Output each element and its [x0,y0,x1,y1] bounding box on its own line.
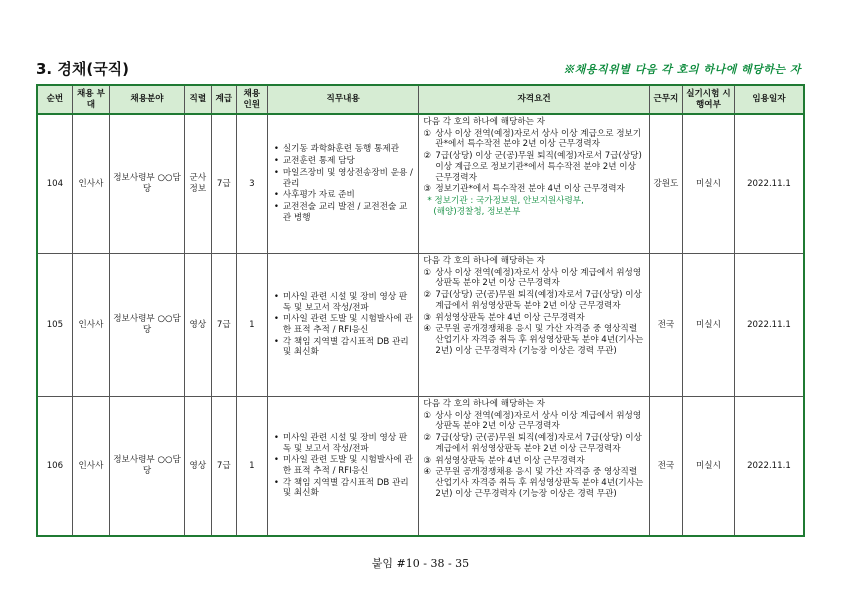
requirement-item [423,467,644,499]
row-field: 정보사령부 ○○담당 [110,397,185,537]
requirement-number: ② [423,290,432,301]
requirement-item [423,151,644,183]
row-appointment-date: 2022.11.1 [734,114,804,254]
row-practical-exam: 미실시 [683,114,735,254]
requirements-intro: 다음 각 호의 하나에 해당하는 자 [423,256,545,266]
table-row [37,254,804,397]
duty-list [274,292,415,358]
duty-item: • 교전훈련 통제 담당 [274,156,415,167]
row-practical-exam: 미실시 [683,254,735,397]
header-practical-exam: 실기시험 시행여부 [683,85,735,114]
requirements-note: * 정보기관 : 국가정보원, 안보지원사령부, [427,196,584,207]
duty-list [274,433,415,499]
requirement-item [423,433,644,454]
row-number: 105 [37,254,72,397]
row-location: 강원도 [649,114,682,254]
requirement-item [423,324,644,356]
requirement-item [423,268,644,289]
header-unit: 채용 부대 [72,85,109,114]
duty-item: • 사후평가 자료 준비 [274,190,415,201]
requirement-text: 군무원 공개경쟁채용 응시 및 가산 자격증 중 영상직렬 산업기사 자격증 취득 후 위성영상판독 분야 4년(기사는 2년) 이상 근무경력자 (기능장 이상은 경력 무관) [435,467,644,499]
requirement-item [423,411,644,432]
duty-item: • 미사일 관련 시설 및 장비 영상 판독 및 보고서 작성/전파 [274,292,415,313]
duty-list [274,144,415,223]
requirement-text: 상사 이상 전역(예정)자로서 상사 이상 계급으로 정보기관*에서 특수작전 분야 2년 이상 근무경력자 [435,128,642,150]
table-header-row [37,85,804,114]
row-appointment-date: 2022.11.1 [734,397,804,537]
row-number: 104 [37,114,72,254]
requirement-item [423,313,644,324]
requirements-intro: 다음 각 호의 하나에 해당하는 자 [423,117,545,127]
duty-item: • 실기동 과학화훈련 동행 통제관 [274,144,415,155]
row-unit: 인사사 [72,254,109,397]
header-series: 직렬 [184,85,211,114]
row-location: 전국 [649,254,682,397]
row-duties [267,397,419,537]
recruitment-table [36,84,805,537]
row-count: 1 [236,254,267,397]
duty-item: • 교전전술 교리 발전 / 교전전술 교관 병행 [274,202,415,223]
requirement-number: ③ [423,312,432,323]
duty-item: • 각 책임 지역별 감시표적 DB 관리 및 최신화 [274,478,415,499]
header-duties: 직무내용 [267,85,419,114]
requirement-number: ② [423,151,432,162]
requirement-item [423,184,644,195]
requirement-number: ④ [423,467,432,478]
requirement-text: 7급(상당) 이상 군(공)무원 퇴직(예정)자로서 7급(상당) 이상 계급으로 정보기관*에서 특수작전 분야 2년 이상 근무경력자 [435,151,642,183]
duty-item: • 미사일 관련 도발 및 시험발사에 관한 표적 추적 / RFI응신 [274,314,415,335]
header-appointment-date: 임용일자 [734,85,804,114]
row-count: 3 [236,114,267,254]
header-location: 근무지 [649,85,682,114]
row-requirements [419,114,649,254]
requirement-text: 위성영상판독 분야 4년 이상 근무경력자 [435,455,585,466]
requirement-text: 군무원 공개경쟁채용 응시 및 가산 자격증 중 영상직렬 산업기사 자격증 취득 후 위성영상판독 분야 4년(기사는 2년) 이상 근무경력자 (기능장 이상은 경력 무관) [435,324,644,356]
duty-item: • 각 책임 지역별 감시표적 DB 관리 및 최신화 [274,337,415,358]
row-requirements [419,254,649,397]
requirement-number: ① [423,267,432,278]
requirement-number: ① [423,128,432,139]
row-field: 정보사령부 ○○담당 [110,254,185,397]
requirement-item [423,456,644,467]
row-grade: 7급 [211,254,236,397]
requirement-number: ③ [423,455,432,466]
header-no: 순번 [37,85,72,114]
requirement-number: ② [423,433,432,444]
requirements-intro: 다음 각 호의 하나에 해당하는 자 [423,399,545,409]
requirements-list [423,411,644,500]
requirements-note-continued: (해양)경찰청, 정보본부 [433,206,521,217]
duty-item: • 마일즈장비 및 영상전송장비 운용 / 관리 [274,168,415,189]
requirement-text: 상사 이상 전역(예정)자로서 상사 이상 계급에서 위성영상판독 분야 2년 이상 근무경력자 [435,267,642,289]
duty-item: • 미사일 관련 도발 및 시험발사에 관한 표적 추적 / RFI응신 [274,455,415,476]
row-series: 군사정보 [184,114,211,254]
requirement-number: ③ [423,184,432,195]
header-requirements: 자격요건 [419,85,649,114]
requirement-text: 상사 이상 전역(예정)자로서 상사 이상 계급에서 위성영상판독 분야 2년 이상 근무경력자 [435,410,642,432]
row-number: 106 [37,397,72,537]
requirement-text: 7급(상당) 군(공)무원 퇴직(예정)자로서 7급(상당) 이상 계급에서 위성영상판독 분야 2년 이상 근무경력자 [435,290,642,311]
requirement-text: 위성영상판독 분야 4년 이상 근무경력자 [435,312,585,323]
requirement-text: 7급(상당) 군(공)무원 퇴직(예정)자로서 7급(상당) 이상 계급에서 위성영상판독 분야 2년 이상 근무경력자 [435,433,642,454]
row-location: 전국 [649,397,682,537]
row-grade: 7급 [211,114,236,254]
row-practical-exam: 미실시 [683,397,735,537]
row-duties [267,114,419,254]
page-footer: 붙임 #10 - 38 - 35 [371,557,470,570]
header-field: 채용분야 [110,85,185,114]
requirements-list [423,268,644,357]
requirements-list [423,129,644,195]
table-row [37,397,804,537]
row-requirements [419,397,649,537]
row-series: 영상 [184,254,211,397]
row-series: 영상 [184,397,211,537]
requirement-text: 정보기관*에서 특수작전 분야 4년 이상 근무경력자 [435,184,625,195]
requirement-item [423,290,644,311]
requirement-number: ① [423,410,432,421]
row-grade: 7급 [211,397,236,537]
duty-item: • 미사일 관련 시설 및 장비 영상 판독 및 보고서 작성/전파 [274,433,415,454]
header-grade: 계급 [211,85,236,114]
row-duties [267,254,419,397]
requirement-number: ④ [423,324,432,335]
requirement-item [423,129,644,150]
table-row [37,114,804,254]
row-count: 1 [236,397,267,537]
row-unit: 인사사 [72,397,109,537]
row-unit: 인사사 [72,114,109,254]
row-appointment-date: 2022.11.1 [734,254,804,397]
row-field: 정보사령부 ○○담당 [110,114,185,254]
page-title: 3. 경채(국직) [36,60,130,78]
page-subtitle: ※채용직위별 다음 각 호의 하나에 해당하는 자 [563,63,801,76]
header-count: 채용 인원 [236,85,267,114]
